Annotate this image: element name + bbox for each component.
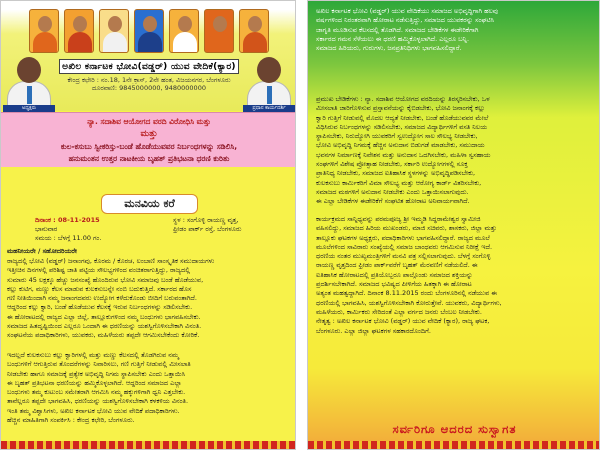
text-line: ಐತಿಹಾಸಿಕ ಹೋರಾಟದಲ್ಲಿ ಪ್ರತಿಯೊಬ್ಬರೂ ಪಾಲ್ಗೊಂಡು ಸಮಾಜದ ಶಕ್ತಿಯನ್ನು — [316, 270, 473, 279]
text-line: ಬಂಧುಗಳು ತಮ್ಮ ಕುಟುಂಬ ಸಮೇತರಾಗಿ ಆಗಮಿಸಿ ನಮ್ಮ ಹಕ್ಕುಗಳಿಗಾಗಿ ಧ್ವನಿ ಎತ್ತಬೇಕು. — [7, 388, 186, 397]
text-line: ಭವನಗಳ ನಿರ್ಮಾಣಕ್ಕೆ ನಿವೇಶನ ಮತ್ತು ಅನುದಾನ ಒದಗಿಸಬೇಕು, ಮಹಿಳಾ ಸ್ವಸಹಾಯ — [316, 150, 491, 159]
text-line: ಪ್ರದರ್ಶಿಸಬೇಕಾಗಿದೆ. ಸಮಾಜದ ಭವಿಷ್ಯದ ಪೀಳಿಗೆಯ ಹಿತಕ್ಕಾಗಿ ಈ ಹೋರಾಟ — [316, 280, 472, 289]
portrait-5 — [169, 9, 199, 53]
decorative-border-strip — [1, 441, 296, 450]
text-line: ಸಂಘಟನೆಯ ಪದಾಧಿಕಾರಿಗಳು, ಯುವಕರು, ಮಹಿಳೆಯರು ತಪ್ಪದೇ ಆಗಮಿಸಬೇಕೆಂದು ಕೋರಿಕೆ. — [7, 331, 200, 340]
text-line: ಸರ್ಕಾರದ ಗಮನ ಸೆಳೆಯಲು ಈ ಧರಣಿ ಹಮ್ಮಿಕೊಳ್ಳಲಾಗಿದೆ. ಎಲ್ಲರೂ ಬನ್ನಿ. — [316, 34, 470, 43]
event-venue — [173, 216, 273, 234]
text-line: ಈ ಹೋರಾಟದಲ್ಲಿ ರಾಜ್ಯದ ಎಲ್ಲಾ ಜಿಲ್ಲೆ, ತಾಲ್ಲೂಕುಗಳಿಂದ ನಮ್ಮ ಬಂಧುಗಳು ಭಾಗವಹಿಸಬೇಕು. — [7, 312, 201, 321]
org-address-line: ದೂರವಾಣಿ: 9845000000, 9480000000 — [92, 84, 206, 92]
leader-left-caption: ಅಧ್ಯಕ್ಷರು — [3, 105, 55, 112]
event-venue-address: ಫ್ರೀಡಂ ಪಾರ್ಕ್ ರಸ್ತೆ, ಬೆಂಗಳೂರು — [173, 225, 242, 233]
event-venue-label: ಸ್ಥಳ : ಸಂಗೊಳ್ಳಿ ರಾಯಣ್ಣ ವೃತ್ತ, — [173, 216, 239, 224]
right-paragraph-1 — [316, 95, 594, 207]
appeal-title: ಮನವಿಯ ಕರೆ — [124, 197, 175, 210]
text-line: ಸಮಾಜದ ಮಠಗಳಿಗೆ ಅನುದಾನ ನೀಡಬೇಕು ಎಂದು ಒತ್ತಾಯಿಸಲಾಗುವುದು. — [316, 187, 469, 196]
text-line: ತಾವೆಲ್ಲರೂ ತಪ್ಪದೇ ಭಾಗವಹಿಸಿ, ಧರಣಿಯನ್ನು ಯಶಸ್ವಿಗೊಳಿಸಬೇಕಾಗಿ ಕಳಕಳಿಯ ವಿನಂತಿ. — [7, 397, 189, 406]
text-line: ಇತ್ತೀಚಿನ ದಿನಗಳಲ್ಲಿ ಪರಿಶಿಷ್ಟ ಜಾತಿ ಪಟ್ಟಿಯ ಸೌಲಭ್ಯಗಳಿಂದ ವಂಚಿತರಾಗುತ್ತಿದ್ದು, ರಾಜ್ಯದಲ್ಲಿ — [7, 266, 191, 275]
org-name-banner — [59, 59, 239, 74]
leader-photo-left — [3, 55, 55, 111]
text-line: ಇಂತಿ ತಮ್ಮ ವಿಶ್ವಾಸಿಗಳು, ಅಖಿಲ ಕರ್ನಾಟಕ ಭೋವಿ ಯುವ ವೇದಿಕೆ ಪದಾಧಿಕಾರಿಗಳು. — [7, 406, 180, 415]
text-line: ವಹಿಸಲಿದ್ದು, ಸಮಾಜದ ಹಿರಿಯ ಮುಖಂಡರು, ಮಾಜಿ ಸಚಿವರು, ಶಾಸಕರು, ಜಿಲ್ಲಾ ಮತ್ತು — [316, 224, 497, 233]
text-line: ನೇತೃತ್ವ : ಅಖಿಲ ಕರ್ನಾಟಕ ಭೋವಿ (ವಡ್ಡರ್) ಯುವ ವೇದಿಕೆ (ಕ್ಯಾರ), ರಾಜ್ಯ ಘಟಕ, — [316, 317, 490, 326]
text-line: ಸಮಾಜದ ಹಿರಿಯರು, ಗುರುಗಳು, ಜನಪ್ರತಿನಿಧಿಗಳು ಭಾಗವಹಿಸಲಿದ್ದಾರೆ. — [316, 44, 462, 53]
text-line: ವಿಧಿಸಿರುವ ನಿರ್ಬಂಧಗಳನ್ನು ಸಡಿಲಿಸಬೇಕು, ಸಮಾಜದ ವಿದ್ಯಾರ್ಥಿಗಳಿಗೆ ವಸತಿ ನಿಲಯ — [316, 122, 488, 131]
text-line: ಆದ್ದರಿಂದ ಕಲ್ಲು ಕ್ವಾರಿ, ಬಂಡೆ ಹೊಡೆಯುವ ಕೆಲಸಕ್ಕೆ ಇರುವ ನಿರ್ಬಂಧಗಳನ್ನು ಸಡಿಲಿಸಬೇಕು. — [7, 303, 193, 312]
event-date: ದಿನಾಂಕ : 08-11-2015 — [35, 216, 100, 224]
text-line: ಕುಲಕಸುಬು ಕಾರ್ಮಿಕರಿಗೆ ವಿಮಾ ಸೌಲಭ್ಯ ಮತ್ತು ಆರೋಗ್ಯ ಕಾರ್ಡ್ ವಿತರಿಸಬೇಕು, — [316, 178, 482, 187]
salutation: ಮಹನೀಯರೇ / ಸಹೋದರಿಯರೇ — [7, 247, 78, 255]
portrait-row — [29, 9, 269, 57]
text-line: ಧರಣಿಯ ನಂತರ ಮುಖ್ಯಮಂತ್ರಿಗಳಿಗೆ ಮನವಿ ಪತ್ರ ಸಲ್ಲಿಸಲಾಗುವುದು. ಬೆಳಗ್ಗೆ ಸಂಗೊಳ್ಳಿ — [316, 252, 491, 261]
portrait-6 — [204, 9, 234, 53]
text-line: ಸ್ಥಾಪಿಸಬೇಕು, ನಿರುದ್ಯೋಗಿ ಯುವಕರಿಗೆ ಸ್ವಉದ್ಯೋಗ ಸಾಲ ಸೌಲಭ್ಯ ನೀಡಬೇಕು, — [316, 132, 478, 141]
text-line: ವರ್ಷಗಳಿಂದ ನಿರಂತರವಾಗಿ ಹೋರಾಟ ನಡೆಸುತ್ತಿದ್ದು, ಸಮಾಜದ ಯುವಕರನ್ನು ಸಂಘಟಿಸಿ — [316, 16, 495, 25]
welcome-banner: ಸರ್ವರಿಗೂ ಆದರದ ಸುಸ್ವಾಗತ — [392, 422, 517, 436]
event-time: ಸಮಯ : ಬೆಳಗ್ಗೆ 11.00 ಗಂ. — [35, 234, 102, 242]
org-address-line: ಕೇಂದ್ರ ಕಛೇರಿ : ನಂ.18, 1ನೇ ಕ್ರಾಸ್, 2ನೇ ಹಂತ, ವಿಜಯನಗರ, ಬೆಂಗಳೂರು — [67, 76, 231, 84]
text-line: ಈ ಬೃಹತ್ ಪ್ರತಿಭಟನಾ ಧರಣಿಯನ್ನು ಹಮ್ಮಿಕೊಳ್ಳಲಾಗಿದೆ. ಆದ್ದರಿಂದ ಸಮಾಜದ ಎಲ್ಲಾ — [7, 378, 182, 387]
event-day: ಭಾನುವಾರ — [35, 225, 58, 233]
left-paragraph-2 — [7, 351, 293, 425]
portrait-2 — [64, 9, 94, 53]
text-line: ರಾಯಣ್ಣ ವೃತ್ತದಿಂದ ಫ್ರೀಡಂ ಪಾರ್ಕ್‌ವರೆಗೆ ಬೃಹತ್ ಮೆರವಣಿಗೆ ನಡೆಯಲಿದೆ. ಈ — [316, 261, 478, 270]
left-flyer-page — [0, 0, 296, 450]
text-line: ಕಲ್ಲು ಕುಟಿಗ, ಮಣ್ಣು ಕೆಲಸ ಮಾಡುವ ಕುಲಕಸುಬನ್ನೇ ನಂಬಿ ಬದುಕುತ್ತಿದೆ. ಸರ್ಕಾರದ ಹೊಸ — [7, 284, 192, 293]
text-line: ಸಂಘಗಳಿಗೆ ವಿಶೇಷ ಪ್ರೋತ್ಸಾಹ ನೀಡಬೇಕು, ಸರ್ಕಾರಿ ಉದ್ಯೋಗಗಳಲ್ಲಿ ಸೂಕ್ತ — [316, 160, 468, 169]
text-line: ಬಂಧುಗಳಿಗೆ ಆಗುತ್ತಿರುವ ತೊಂದರೆಗಳನ್ನು ನಿವಾರಿಸಲು, ಗಣಿ ಗುತ್ತಿಗೆ ನೀಡುವಲ್ಲಿ ಮೀಸಲಾತಿ — [7, 360, 191, 369]
text-line: ಅತ್ಯಂತ ಮಹತ್ವದ್ದಾಗಿದೆ. ದಿನಾಂಕ 8.11.2015 ರಂದು ಬೆಂಗಳೂರಿನಲ್ಲಿ ನಡೆಯುವ ಈ — [316, 289, 497, 298]
text-line: ಗಣಿ ನೀತಿಯಿಂದಾಗಿ ನಮ್ಮ ಜನಾಂಗದವರು ಉದ್ಯೋಗ ಕಳೆದುಕೊಂಡು ಬೀದಿಗೆ ಬರುವಂತಾಗಿದೆ. — [7, 294, 197, 303]
text-line: ರಾಜ್ಯದಲ್ಲಿ ಭೋವಿ (ವಡ್ಡರ್) ಜನಾಂಗವು, ಕೊರಮ / ಕೊರಚ, ಲಂಬಾಣಿ ಸಾಂಸ್ಕೃತಿಕ ಸಮುದಾಯಗಳು — [7, 257, 215, 265]
text-line: ಅಖಿಲ ಕರ್ನಾಟಕ ಭೋವಿ (ವಡ್ಡರ್) ಯುವ ವೇದಿಕೆಯು ಸಮಾಜದ ಅಭಿವೃದ್ಧಿಗಾಗಿ ಹಲವು — [316, 7, 499, 15]
left-paragraph-1 — [7, 257, 293, 341]
text-line: ಕ್ವಾರಿ ಗುತ್ತಿಗೆ ನೀಡುವಲ್ಲಿ ಮೊದಲ ಆದ್ಯತೆ ನೀಡಬೇಕು, ಬಂಡೆ ಹೊಡೆಯುವವರ ಮೇಲೆ — [316, 113, 489, 122]
right-paragraph-2 — [316, 215, 594, 336]
text-line: ಭೋವಿ ಅಭಿವೃದ್ಧಿ ನಿಗಮಕ್ಕೆ ಹೆಚ್ಚಿನ ಅನುದಾನ ಬಿಡುಗಡೆ ಮಾಡಬೇಕು, ಸಮುದಾಯ — [316, 141, 485, 150]
right-flyer-page — [307, 0, 600, 450]
event-datetime — [35, 216, 115, 243]
text-line: ಈ ಎಲ್ಲಾ ಬೇಡಿಕೆಗಳ ಈಡೇರಿಕೆಗೆ ಸಂಘಟಿತ ಹೋರಾಟ ಅನಿವಾರ್ಯವಾಗಿದೆ. — [316, 197, 470, 206]
headline-line-4: ಹನುಮಂತನ ಉತ್ತರ ನಾಟಕೀಯ ಬೃಹತ್ ಪ್ರತಿಭಟನಾ ಧರಣಿ ಕುರಿತು — [68, 154, 230, 163]
leader-photo-right — [243, 55, 295, 111]
text-line: ಸಮಾಜದ ಹಿತದೃಷ್ಟಿಯಿಂದ ಎಲ್ಲರೂ ಒಂದಾಗಿ ಈ ಧರಣಿಯನ್ನು ಯಶಸ್ವಿಗೊಳಿಸಬೇಕಾಗಿ ವಿನಂತಿ. — [7, 322, 202, 331]
org-name: ಅಖಿಲ ಕರ್ನಾಟಕ ಭೋವಿ(ವಡ್ಡರ್) ಯುವ ವೇದಿಕೆ(ಕ್ಯಾರ) — [62, 61, 236, 72]
text-line: ಕಾರ್ಯಕ್ರಮದ ಸಾನ್ನಿಧ್ಯವನ್ನು ಪರಮಪೂಜ್ಯ ಶ್ರೀ ಇಮ್ಮಡಿ ಸಿದ್ಧರಾಮೇಶ್ವರ ಸ್ವಾಮೀಜಿ — [316, 215, 481, 223]
text-line: ಧರಣಿಯಲ್ಲಿ ಭಾಗವಹಿಸಿ, ಯಶಸ್ವಿಗೊಳಿಸಬೇಕಾಗಿ ಕೋರುತ್ತೇವೆ. ಯುವಕರು, ವಿದ್ಯಾರ್ಥಿಗಳು, — [316, 298, 502, 307]
text-line: ಇದಲ್ಲದೆ ಕುಲಕಸುಬು ಕಲ್ಲು ಕ್ವಾರಿಗಳಲ್ಲಿ ಮತ್ತು ಮಣ್ಣು ಕೆಲಸದಲ್ಲಿ ತೊಡಗಿರುವ ನಮ್ಮ — [7, 351, 179, 359]
portrait-4 — [134, 9, 164, 53]
text-line: ನೀಡಬೇಕು ಹಾಗೂ ಸಮಾಜಕ್ಕೆ ಪ್ರತ್ಯೇಕ ಅಭಿವೃದ್ಧಿ ನಿಗಮ ಸ್ಥಾಪಿಸಬೇಕು ಎಂದು ಒತ್ತಾಯಿಸಿ — [7, 369, 186, 378]
text-line: ಹೆಚ್ಚಿನ ಮಾಹಿತಿಗಾಗಿ ಸಂಪರ್ಕಿಸಿ : ಕೇಂದ್ರ ಕಛೇರಿ, ಬೆಂಗಳೂರು. — [7, 416, 135, 425]
text-line: ಮಹಿಳೆಯರು, ಕಾರ್ಮಿಕರು ಸೇರಿದಂತೆ ಎಲ್ಲಾ ವರ್ಗದ ಜನರು ಬೆಂಬಲ ನೀಡಬೇಕು. — [316, 307, 482, 316]
text-line: ಪ್ರಮುಖ ಬೇಡಿಕೆಗಳು : ನ್ಯಾ. ಸದಾಶಿವ ಆಯೋಗದ ವರದಿಯನ್ನು ತಿರಸ್ಕರಿಸಬೇಕು, ಒಳ — [316, 95, 490, 103]
text-line: ಸುಮಾರು 45 ಲಕ್ಷಕ್ಕೂ ಹೆಚ್ಚು ಜನಸಂಖ್ಯೆ ಹೊಂದಿರುವ ಭೋವಿ ಸಮಾಜವು ಬಂಡೆ ಹೊಡೆಯುವ, — [7, 275, 204, 284]
appeal-title-box — [101, 194, 198, 214]
portrait-1 — [29, 9, 59, 53]
headline-line-1: ನ್ಯಾ. ಸದಾಶಿವ ಆಯೋಗದ ವರದಿ ವಿರೋಧಿಸಿ ಮತ್ತು — [87, 117, 211, 126]
text-line: ಜಾಗೃತಿ ಮೂಡಿಸುವ ಕೆಲಸದಲ್ಲಿ ತೊಡಗಿದೆ. ಸಮಾಜದ ಬೇಡಿಕೆಗಳ ಈಡೇರಿಕೆಗಾಗಿ — [316, 25, 479, 34]
text-line: ಮೂಲೆಗಳಿಂದ ಸಾವಿರಾರು ಸಂಖ್ಯೆಯಲ್ಲಿ ಸಮಾಜ ಬಾಂಧವರು ಆಗಮಿಸುವ ನಿರೀಕ್ಷೆ ಇದೆ. — [316, 242, 493, 251]
text-line: ಪ್ರಾತಿನಿಧ್ಯ ನೀಡಬೇಕು, ಸಮಾಜದ ಐತಿಹಾಸಿಕ ಸ್ಥಳಗಳನ್ನು ಅಭಿವೃದ್ಧಿಪಡಿಸಬೇಕು, — [316, 169, 476, 178]
decorative-border-strip — [308, 441, 600, 450]
headline-line-3: ಕುಲ-ಕಸುಬು ಸ್ವೀಕರಿಸ್ತು-ಬಂಡೆ ಹೊಡೆಯುವವರ ನಿರ್ಬಂಧಗಳನ್ನು ಸಡಿಲಿಸಿ, — [60, 142, 238, 151]
right-intro-text — [316, 7, 594, 53]
headline-line-2: ಮತ್ತು — [140, 129, 158, 139]
text-line: ಮೀಸಲಾತಿ ಜಾರಿಗೊಳಿಸುವ ಪ್ರಸ್ತಾವನೆಯನ್ನು ಕೈಬಿಡಬೇಕು, ಭೋವಿ ಜನಾಂಗಕ್ಕೆ ಕಲ್ಲು — [316, 104, 486, 113]
portrait-3 — [99, 9, 129, 53]
leader-right-caption: ಪ್ರಧಾನ ಕಾರ್ಯದರ್ಶಿ — [243, 105, 295, 112]
portrait-7 — [239, 9, 269, 53]
text-line: ಬೆಂಗಳೂರು. ಎಲ್ಲಾ ಜಿಲ್ಲಾ ಘಟಕಗಳ ಸಹಕಾರದೊಂದಿಗೆ. — [316, 326, 431, 335]
org-address — [59, 76, 239, 92]
text-line: ತಾಲ್ಲೂಕು ಘಟಕಗಳ ಅಧ್ಯಕ್ಷರು, ಪದಾಧಿಕಾರಿಗಳು ಭಾಗವಹಿಸಲಿದ್ದಾರೆ. ರಾಜ್ಯದ ಮೂಲೆ — [316, 233, 490, 242]
